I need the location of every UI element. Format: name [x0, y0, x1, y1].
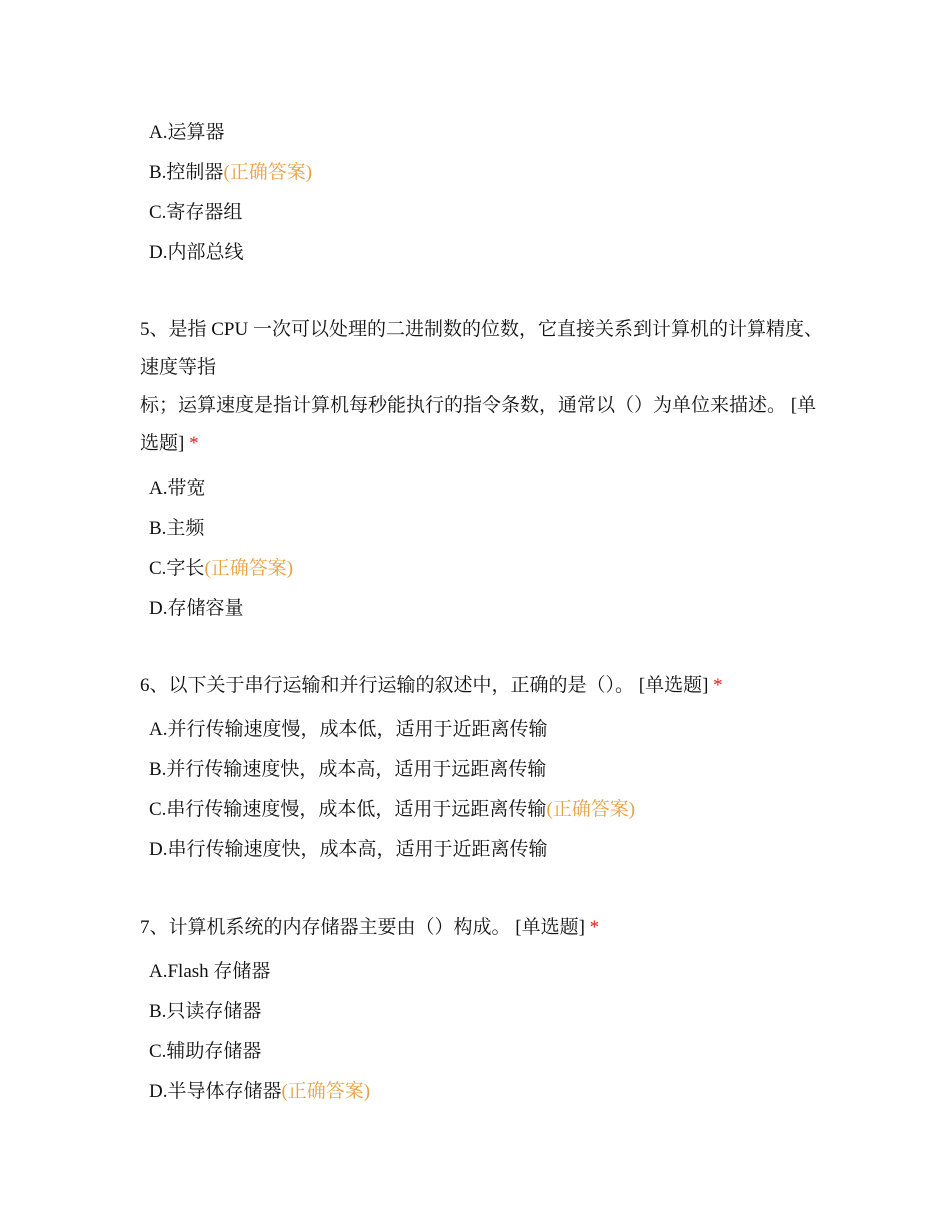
correct-answer-label: (正确答案) — [204, 558, 294, 579]
q7-option-b — [149, 992, 849, 1032]
option-text: C.字长 — [149, 558, 205, 579]
q5-title-line-3: 标；运算速度是指计算机每秒能执行的指令条数，通常以（）为单位来描述。 [单 — [140, 395, 817, 416]
option-text: C.辅助存储器 — [149, 1041, 262, 1062]
q5-option-b — [149, 509, 849, 549]
option-text: B.只读存储器 — [149, 1001, 262, 1022]
correct-answer-label: (正确答案) — [223, 162, 313, 183]
option-text: D.半导体存储器 — [149, 1081, 282, 1102]
q6-title-text: 6、以下关于串行运输和并行运输的叙述中，正确的是（）。 [单选题] — [140, 675, 709, 696]
q6-option-a — [149, 710, 849, 750]
required-asterisk: * — [589, 917, 600, 938]
option-text: C.串行传输速度慢，成本低，适用于远距离传输 — [149, 799, 547, 820]
q5-option-d — [149, 589, 849, 629]
option-text: D.存储容量 — [149, 598, 244, 619]
q7-option-c — [149, 1032, 849, 1072]
q5-title-line-1: 5、是指 CPU 一次可以处理的二进制数的位数，它直接关系到计算机的计算精度、 — [140, 319, 823, 340]
q4-option-a — [149, 113, 849, 153]
option-text: D.内部总线 — [149, 242, 244, 263]
q7-option-d — [149, 1072, 849, 1112]
option-text: A.并行传输速度慢，成本低，适用于近距离传输 — [149, 719, 548, 740]
q5-title-line-2: 速度等指 — [140, 357, 217, 378]
q6-option-b — [149, 750, 849, 790]
option-text: C.寄存器组 — [149, 202, 243, 223]
option-text: B.并行传输速度快，成本高，适用于远距离传输 — [149, 759, 547, 780]
required-asterisk: * — [713, 675, 723, 696]
q7-title — [140, 909, 810, 947]
q4-option-d — [149, 233, 849, 273]
q6-title — [140, 667, 810, 705]
q5-options — [149, 469, 849, 629]
option-text: D.串行传输速度快，成本高，适用于近距离传输 — [149, 839, 548, 860]
q6-option-c — [149, 790, 849, 830]
q7-options — [149, 952, 849, 1112]
option-text: A.带宽 — [149, 478, 206, 499]
q5-title-line-4 — [140, 425, 810, 463]
q7-title-line — [140, 909, 810, 947]
correct-answer-label: (正确答案) — [546, 799, 636, 820]
q4-option-c — [149, 193, 849, 233]
q6-title-line — [140, 667, 810, 705]
q4-options — [149, 113, 849, 273]
option-text: B.主频 — [149, 518, 205, 539]
q6-options — [149, 710, 849, 870]
q6-option-d — [149, 830, 849, 870]
q4-option-b — [149, 153, 849, 193]
q7-title-text: 7、计算机系统的内存储器主要由（）构成。 [单选题] — [140, 917, 585, 938]
required-asterisk: * — [189, 433, 199, 454]
q5-option-a — [149, 469, 849, 509]
q5-title — [140, 311, 823, 463]
q5-title-line-4-text: 选题] — [140, 433, 185, 454]
option-text: B.控制器 — [149, 162, 224, 183]
option-text: A.运算器 — [149, 122, 225, 143]
correct-answer-label: (正确答案) — [281, 1081, 371, 1102]
q7-option-a — [149, 952, 849, 992]
q5-option-c — [149, 549, 849, 589]
option-text: A.Flash 存储器 — [149, 961, 271, 982]
